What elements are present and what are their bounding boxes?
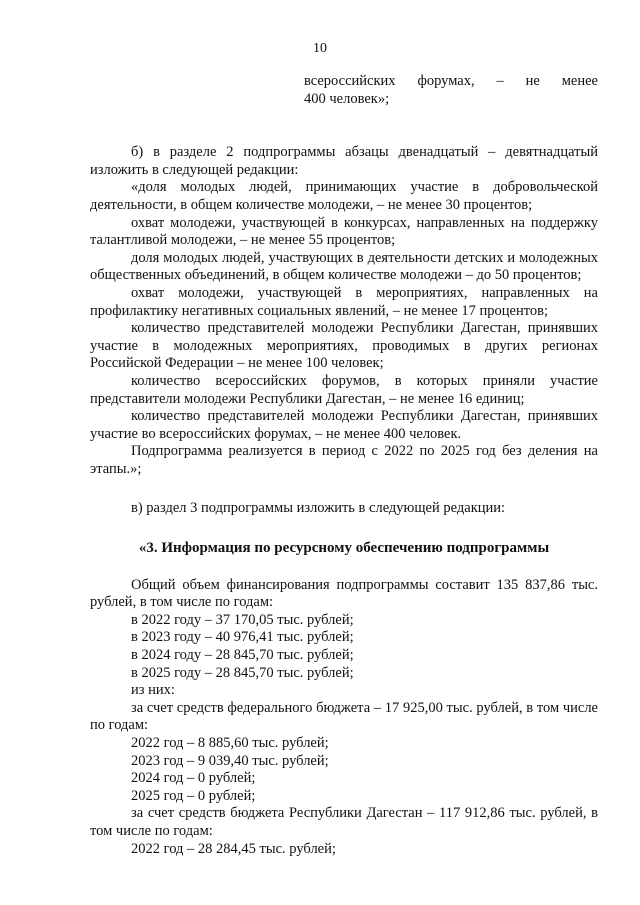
paragraph-forums-participants: количество представителей молодежи Республики Дагестан, принявших участие во всероссийских форумах, – не менее 400 человек. xyxy=(90,408,598,442)
section-heading: «3. Информация по ресурсному обеспечению подпрограммы xyxy=(138,540,550,557)
funding-intro: Общий объем финансирования подпрограммы составит 135 837,86 тыс. рублей, в том числе по годам: xyxy=(90,576,598,611)
continuation-block xyxy=(304,73,598,108)
federal-year-2022: 2022 год – 8 885,60 тыс. рублей; xyxy=(131,735,329,751)
federal-year-2025: 2025 год – 0 рублей; xyxy=(131,787,256,804)
federal-intro: за счет средств федерального бюджета – 17 925,00 тыс. рублей, в том числе по годам: xyxy=(90,699,598,734)
paragraph-prevention-coverage: охват молодежи, участвующей в мероприятиях, направленных на профилактику негативных социальных явлений, – не менее 17 процентов; xyxy=(90,284,598,319)
funding-of-them: из них: xyxy=(131,682,175,699)
funding-year-2022: в 2022 году – 37 170,05 тыс. рублей; xyxy=(131,611,354,628)
federal-year-2024: 2024 год – 0 рублей; xyxy=(131,770,256,787)
continuation-line-2: 400 человек»; xyxy=(304,90,390,107)
document-body xyxy=(90,73,598,858)
paragraph-v: в) раздел 3 подпрограммы изложить в следующей редакции: xyxy=(131,500,506,517)
republic-year-2022: 2022 год – 28 284,45 тыс. рублей; xyxy=(131,840,336,857)
federal-year-2023: 2023 год – 9 039,40 тыс. рублей; xyxy=(131,752,329,769)
paragraph-associations-share: доля молодых людей, участвующих в деятельности детских и молодежных общественных объединений, в общем количестве молодежи – до 50 процентов; xyxy=(90,249,598,284)
paragraph-b-intro: б) в разделе 2 подпрограммы абзацы двенадцатый – девятнадцатый изложить в следующей редакции: xyxy=(90,144,598,178)
funding-year-2024: в 2024 году – 28 845,70 тыс. рублей; xyxy=(131,647,354,664)
funding-year-2025: в 2025 году – 28 845,70 тыс. рублей; xyxy=(131,664,354,681)
paragraph-volunteer-share: «доля молодых людей, принимающих участие в добровольческой деятельности, в общем количестве молодежи, – не менее 30 процентов; xyxy=(90,179,598,213)
paragraph-contest-coverage: охват молодежи, участвующей в конкурсах, направленных на поддержку талантливой молодежи, – не менее 55 процентов; xyxy=(90,214,598,249)
republic-intro: за счет средств бюджета Республики Дагестан – 117 912,86 тыс. рублей, в том числе по годам: xyxy=(90,805,598,839)
continuation-line-1: всероссийских форумах, – не менее xyxy=(304,73,598,89)
paragraph-forums-count: количество всероссийских форумов, в которых приняли участие представители молодежи Республики Дагестан, – не менее 16 единиц; xyxy=(90,372,598,407)
paragraph-period: Подпрограмма реализуется в период с 2022 по 2025 год без деления на этапы.»; xyxy=(90,443,598,477)
paragraph-other-regions: количество представителей молодежи Республики Дагестан, принявших участие в молодежных мероприятиях, проводимых в других регионах Российской Федерации – не менее 100 человек; xyxy=(90,320,598,372)
funding-year-2023: в 2023 году – 40 976,41 тыс. рублей; xyxy=(131,629,354,646)
page-number: 10 xyxy=(313,41,327,56)
